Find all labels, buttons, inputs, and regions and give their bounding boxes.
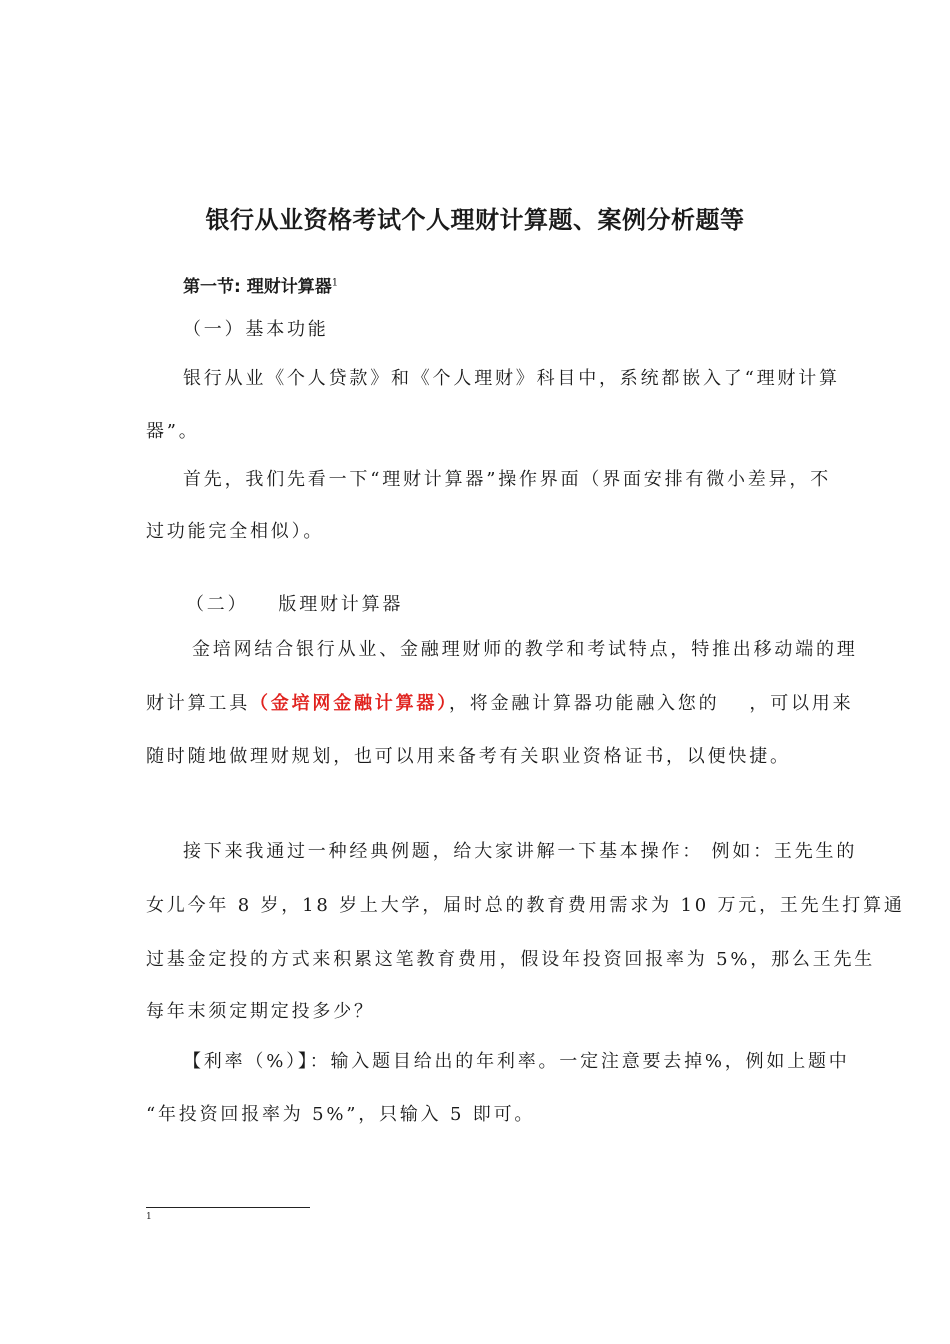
- paragraph-4-line-4: 每年末须定期定投多少？: [146, 1001, 375, 1022]
- paragraph-5-line-1: 【利率（%）】：输入题目给出的年利率。一定注意要去掉%，例如上题中: [183, 1051, 850, 1072]
- subsection-prefix: （二）: [186, 594, 249, 615]
- paragraph-1-line-1: 银行从业《个人贷款》和《个人理财》科目中，系统都嵌入了“理财计算: [183, 368, 840, 389]
- subsection-text: 版理财计算器: [278, 594, 404, 615]
- paragraph-3-line-2: [146, 692, 854, 716]
- paragraph-2-line-2: 过功能完全相似）。: [146, 521, 325, 542]
- paragraph-3-text-c: ，可以用来: [749, 693, 854, 714]
- section-heading: [183, 272, 338, 297]
- paragraph-3-line-1: 金培网结合银行从业、金融理财师的教学和考试特点，特推出移动端的理: [192, 639, 858, 660]
- paragraph-5-line-2: “年投资回报率为 5%”，只输入 5 即可。: [146, 1104, 536, 1125]
- footnote-divider: [146, 1207, 310, 1208]
- document-title: 银行从业资格考试个人理财计算题、案例分析题等: [205, 206, 745, 234]
- subsection-calculator-version: [186, 593, 846, 617]
- paragraph-4-line-3: 过基金定投的方式来积累这笔教育费用，假设年投资回报率为 5%，那么王先生: [146, 949, 876, 970]
- paragraph-1-line-2: 器”。: [146, 421, 200, 442]
- paragraph-3-text-b: ，将金融计算器功能融入您的: [449, 693, 720, 714]
- footnote-number: 1: [146, 1212, 152, 1222]
- paragraph-4-line-1: 接下来我通过一种经典例题，给大家讲解一下基本操作： 例如：王先生的: [183, 841, 858, 862]
- highlight-app-name: （金培网金融计算器）: [250, 693, 449, 714]
- footnote-marker[interactable]: 1: [331, 277, 339, 289]
- paragraph-2-line-1: 首先，我们先看一下“理财计算器”操作界面（界面安排有微小差异，不: [183, 469, 832, 490]
- paragraph-4-line-2: 女儿今年 8 岁，18 岁上大学，届时总的教育费用需求为 10 万元，王先生打算通: [146, 895, 905, 916]
- section-heading-text: 第一节: 理财计算器: [183, 277, 332, 297]
- subsection-basic-functions: （一）基本功能: [183, 319, 329, 340]
- paragraph-3-text-a: 财计算工具: [146, 693, 250, 714]
- paragraph-3-line-3: 随时随地做理财规划，也可以用来备考有关职业资格证书，以便快捷。: [146, 746, 791, 767]
